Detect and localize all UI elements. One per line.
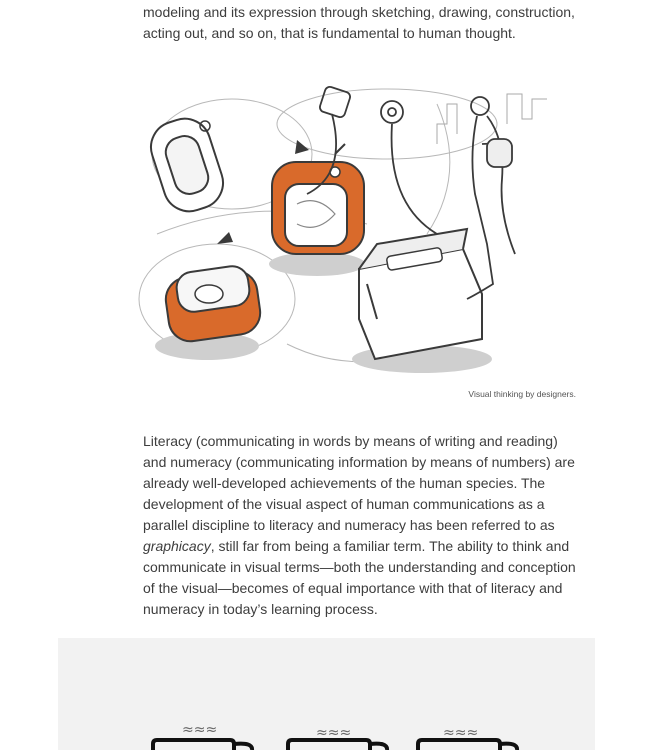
cup-outline: [153, 740, 234, 750]
product-sketch-figure: [137, 84, 592, 378]
cup-outline: [418, 740, 500, 750]
cup-illustration-panel: [58, 638, 595, 750]
cup-handle: [370, 744, 387, 750]
steam-glyph: ≈≈≈: [316, 725, 352, 741]
body-line: development of the visual aspect of human communications as a: [143, 496, 545, 512]
steam-glyph: ≈≈≈: [182, 722, 218, 738]
body-line: already well-developed achievements of the human species. The: [143, 475, 546, 491]
product-sketch-drawing: [137, 84, 592, 378]
body-line: [143, 536, 603, 557]
intro-line: acting out, and so on, that is fundamental to human thought.: [143, 25, 516, 41]
intro-paragraph: [143, 2, 603, 44]
body-line: and numeracy (communicating information by means of numbers) are: [143, 454, 575, 470]
body-line: of the visual—becomes of equal importance with that of literacy and: [143, 580, 563, 596]
graphicacy-term: graphicacy: [143, 538, 211, 554]
body-line-rest: , still far from being a familiar term. The ability to think and: [210, 538, 570, 554]
figure-caption: Visual thinking by designers.: [468, 389, 576, 399]
body-line: Literacy (communicating in words by means of writing and reading): [143, 433, 558, 449]
body-paragraph: [143, 431, 603, 620]
cup-handle: [500, 744, 517, 750]
cup-outline: [288, 740, 370, 750]
body-line: numeracy in today’s learning process.: [143, 601, 378, 617]
cup-handle: [234, 744, 252, 750]
body-line: parallel discipline to literacy and numeracy has been referred to as: [143, 517, 555, 533]
steam-glyph: ≈≈≈: [443, 725, 479, 741]
cup-illustration: [58, 638, 595, 750]
intro-line: modeling and its expression through sketching, drawing, construction,: [143, 4, 575, 20]
body-line: communicate in visual terms—both the understanding and conception: [143, 559, 576, 575]
